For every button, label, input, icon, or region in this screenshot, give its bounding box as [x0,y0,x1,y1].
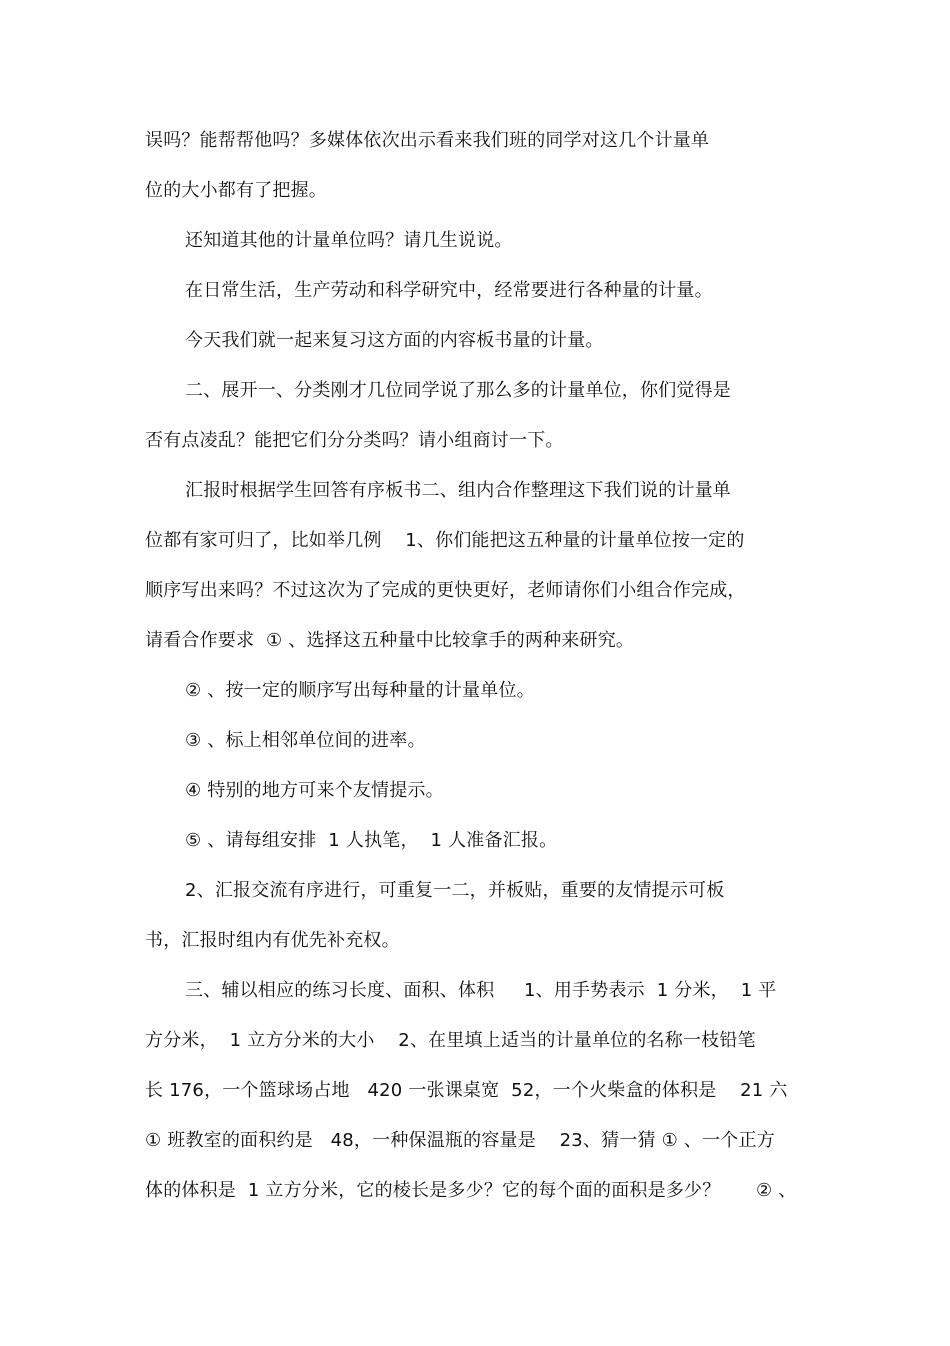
text-line: 二、展开一、分类刚才几位同学说了那么多的计量单位，你们觉得是 [185,380,731,401]
text-line: 误吗？能帮帮他吗？多媒体依次出示看来我们班的同学对这几个计量单 [145,130,710,151]
text-line: ① 班教室的面积约是 48，一种保温瓶的容量是 23、猜一猜 ① 、一个正方 [145,1130,775,1151]
text-line: 长 176，一个篮球场占地 420 一张课桌宽 52，一个火柴盒的体积是 21 六 [145,1080,788,1101]
text-line: 还知道其他的计量单位吗？请几生说说。 [185,230,513,251]
text-line: 否有点凌乱？能把它们分分类吗？请小组商讨一下。 [145,430,564,451]
text-line: 请看合作要求 ① 、选择这五种量中比较拿手的两种来研究。 [145,630,635,651]
text-line: 2、汇报交流有序进行，可重复一二，并板贴，重要的友情提示可板 [185,880,725,901]
text-line: ② 、按一定的顺序写出每种量的计量单位。 [185,680,535,701]
text-line: 位都有家可归了，比如举几例 1、你们能把这五种量的计量单位按一定的 [145,530,745,551]
text-line: 顺序写出来吗？不过这次为了完成的更快更好，老师请你们小组合作完成， [145,580,746,601]
text-line: 位的大小都有了把握。 [145,180,327,201]
text-line: 三、辅以相应的练习长度、面积、体积 1、用手势表示 1 分米， 1 平 [185,980,777,1001]
text-line: 今天我们就一起来复习这方面的内容板书量的计量。 [185,330,604,351]
text-line: 体的体积是 1 立方分米，它的棱长是多少？它的每个面的面积是多少？ ② 、 [145,1180,797,1201]
text-line: 在日常生活，生产劳动和科学研究中，经常要进行各种量的计量。 [185,280,713,301]
text-line: 书，汇报时组内有优先补充权。 [145,930,400,951]
text-line: 汇报时根据学生回答有序板书二、组内合作整理这下我们说的计量单 [185,480,731,501]
text-line: ④ 特别的地方可来个友情提示。 [185,780,444,801]
text-line: ③ 、标上相邻单位间的进率。 [185,730,426,751]
text-line: 方分米， 1 立方分米的大小 2、在里填上适当的计量单位的名称一枝铅笔 [145,1030,756,1051]
text-line: ⑤ 、请每组安排 1 人执笔， 1 人准备汇报。 [185,830,558,851]
